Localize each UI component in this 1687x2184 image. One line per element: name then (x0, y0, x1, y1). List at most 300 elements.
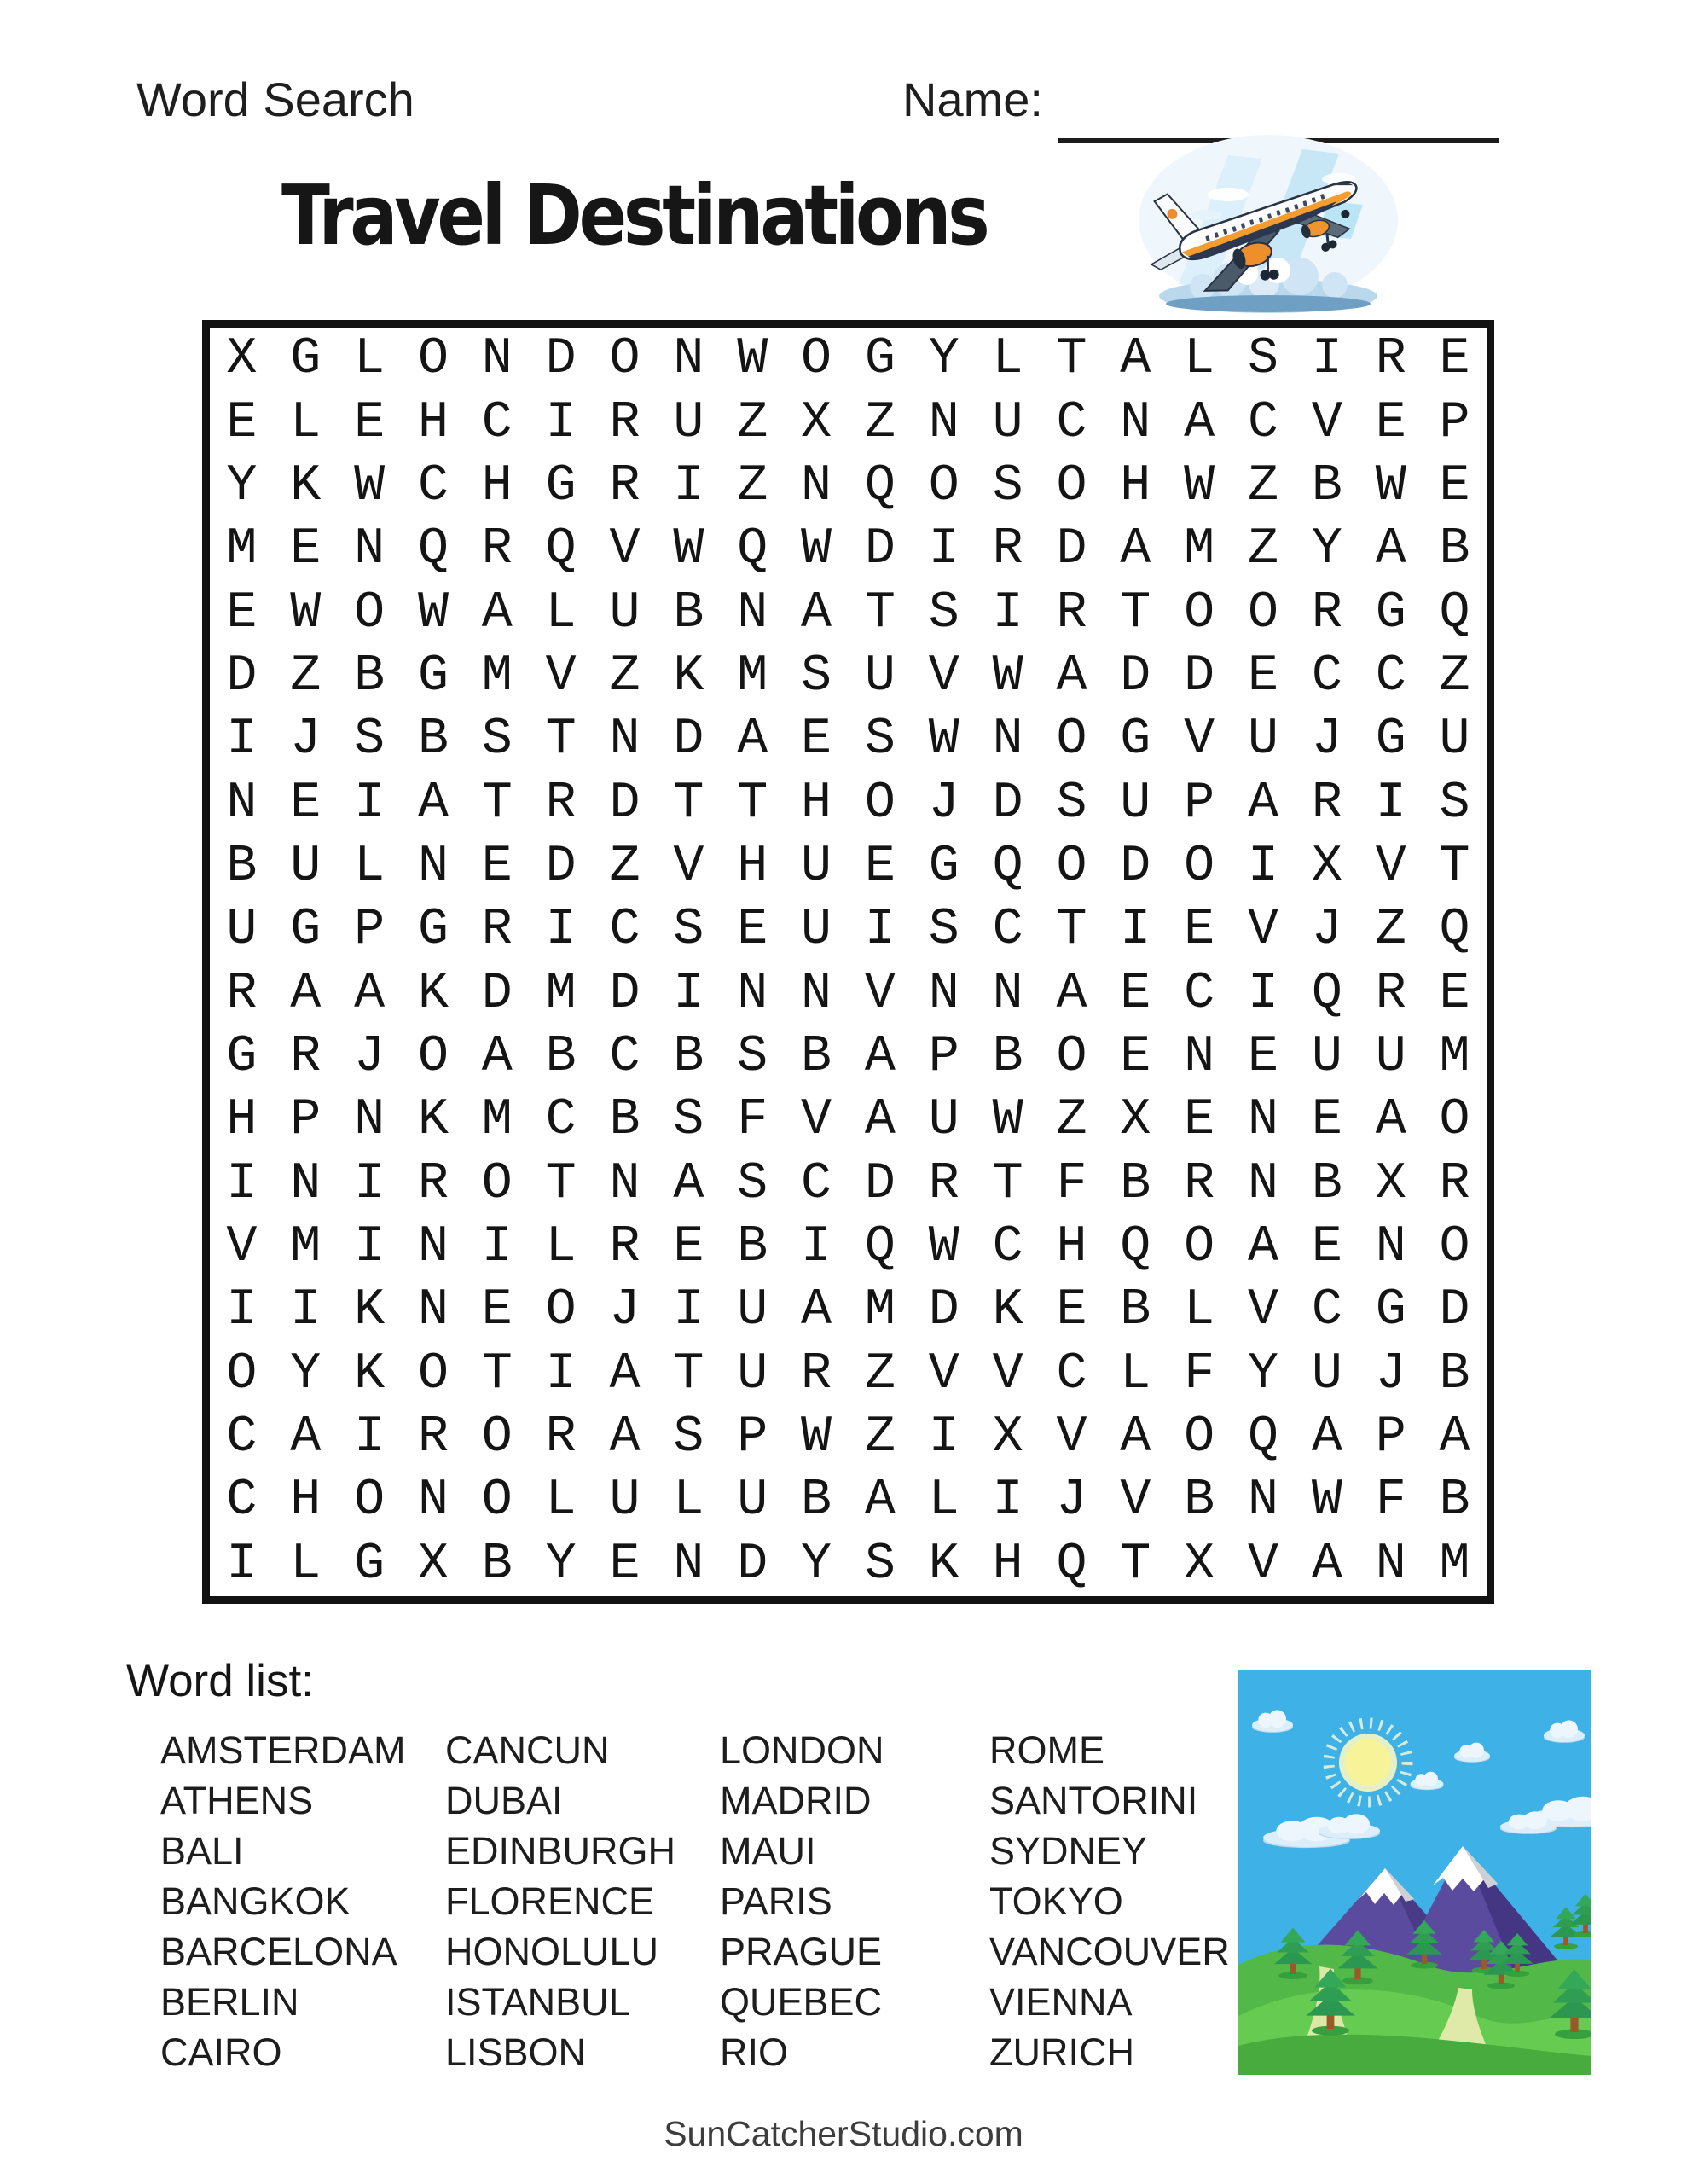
grid-cell: L (545, 1472, 577, 1531)
grid-cell: I (226, 1154, 258, 1213)
grid-cell: N (673, 330, 704, 389)
grid-cell: N (992, 964, 1023, 1023)
puzzle-grid (202, 320, 1494, 1604)
grid-cell: O (354, 584, 386, 642)
grid-cell: U (609, 1472, 641, 1531)
grid-cell: C (1056, 1345, 1087, 1403)
grid-cell: G (226, 1028, 258, 1087)
grid-cell: S (737, 1154, 768, 1213)
grid-cell: A (673, 1154, 704, 1213)
grid-cell: O (481, 1409, 513, 1467)
grid-cell: W (290, 584, 322, 642)
grid-cell: D (545, 330, 577, 389)
grid-cell: X (417, 1535, 449, 1594)
grid-cell: O (545, 1281, 577, 1340)
grid-cell: R (226, 964, 258, 1023)
grid-cell: S (1056, 774, 1087, 833)
grid-cell: Q (992, 837, 1023, 896)
grid-cell: E (290, 774, 322, 833)
grid-cell: N (928, 964, 959, 1023)
grid-cell: E (1311, 1218, 1342, 1277)
grid-cell: B (673, 584, 704, 642)
grid-cell: D (737, 1535, 768, 1594)
grid-cell: N (801, 456, 832, 515)
grid-cell: B (992, 1028, 1023, 1087)
grid-cell: G (545, 456, 577, 515)
grid-cell: N (1248, 1091, 1279, 1150)
grid-cell: L (545, 584, 577, 642)
grid-cell: U (992, 393, 1023, 452)
grid-cell: V (864, 964, 896, 1023)
grid-cell: Y (545, 1535, 577, 1594)
grid-cell: I (673, 1281, 704, 1340)
landscape-icon (1238, 1670, 1591, 2075)
grid-cell: A (737, 711, 768, 770)
grid-cell: S (481, 711, 513, 770)
grid-cell: A (1311, 1535, 1342, 1594)
grid-cell: I (481, 1218, 513, 1277)
grid-cell: W (417, 584, 449, 642)
word-list-item: ATHENS (160, 1779, 314, 1822)
grid-cell: L (545, 1218, 577, 1277)
grid-cell: V (1120, 1472, 1151, 1531)
grid-cell: P (737, 1409, 768, 1467)
grid-cell: G (928, 837, 959, 896)
word-list-item: LISBON (445, 2030, 587, 2074)
word-list-item: ROME (989, 1728, 1104, 1772)
grid-cell: D (1120, 837, 1151, 896)
grid-cell: V (1248, 1281, 1279, 1340)
grid-cell: U (737, 1281, 768, 1340)
grid-cell: R (609, 393, 641, 452)
grid-cell: I (673, 964, 704, 1023)
grid-cell: D (673, 711, 704, 770)
grid-cell: I (545, 1345, 577, 1403)
grid-cell: C (801, 1154, 832, 1213)
grid-cell: E (1184, 1091, 1215, 1150)
word-list-item: CAIRO (160, 2030, 282, 2074)
word-list-item: SANTORINI (989, 1779, 1198, 1822)
grid-cell: G (1375, 711, 1406, 770)
grid-cell: C (545, 1091, 577, 1150)
grid-cell: W (737, 330, 768, 389)
grid-cell: N (737, 964, 768, 1023)
grid-cell: A (801, 584, 832, 642)
grid-cell: J (1056, 1472, 1087, 1531)
grid-cell: N (1375, 1535, 1406, 1594)
grid-cell: E (1439, 456, 1470, 515)
grid-cell: B (801, 1028, 832, 1087)
grid-cell: I (673, 456, 704, 515)
grid-cell: S (864, 1535, 896, 1594)
grid-cell: E (737, 901, 768, 960)
grid-cell: R (1375, 330, 1406, 389)
grid-cell: N (417, 1281, 449, 1340)
grid-cell: Q (417, 520, 449, 579)
grid-cell: Y (1311, 520, 1342, 579)
grid-cell: B (1120, 1154, 1151, 1213)
grid-cell: V (226, 1218, 258, 1277)
grid-cell: I (290, 1281, 322, 1340)
grid-cell: B (481, 1535, 513, 1594)
grid-cell: X (1375, 1154, 1406, 1213)
word-list-item: VANCOUVER (989, 1930, 1230, 1973)
grid-cell: M (1184, 520, 1215, 579)
grid-cell: R (1311, 774, 1342, 833)
grid-cell: M (1439, 1028, 1470, 1087)
grid-cell: C (1184, 964, 1215, 1023)
grid-cell: E (481, 1281, 513, 1340)
word-list-item: CANCUN (445, 1728, 610, 1772)
word-list-item: BERLIN (160, 1980, 299, 2024)
grid-cell: M (1439, 1535, 1470, 1594)
grid-cell: G (290, 330, 322, 389)
grid-cell: H (1120, 456, 1151, 515)
grid-cell: K (417, 1091, 449, 1150)
grid-cell: N (481, 330, 513, 389)
grid-cell: M (226, 520, 258, 579)
grid-cell: L (673, 1472, 704, 1531)
grid-cell: T (737, 774, 768, 833)
grid-cell: N (1375, 1218, 1406, 1277)
grid-cell: I (992, 1472, 1023, 1531)
grid-cell: G (864, 330, 896, 389)
grid-cell: E (1439, 330, 1470, 389)
grid-cell: N (1248, 1472, 1279, 1531)
grid-cell: Z (864, 393, 896, 452)
grid-cell: A (1120, 330, 1151, 389)
grid-cell: O (1184, 1409, 1215, 1467)
grid-cell: E (801, 711, 832, 770)
grid-cell: Q (864, 456, 896, 515)
grid-cell: H (290, 1472, 322, 1531)
grid-cell: A (864, 1091, 896, 1150)
word-list-item: TOKYO (989, 1879, 1123, 1923)
grid-cell: T (545, 711, 577, 770)
grid-cell: T (481, 1345, 513, 1403)
grid-cell: E (1184, 901, 1215, 960)
word-list-item: ISTANBUL (445, 1980, 630, 2024)
grid-cell: B (1311, 456, 1342, 515)
grid-cell: K (354, 1345, 386, 1403)
grid-cell: C (1056, 393, 1087, 452)
grid-cell: V (673, 837, 704, 896)
grid-cell: O (928, 456, 959, 515)
grid-cell: Z (737, 393, 768, 452)
grid-cell: V (1248, 1535, 1279, 1594)
grid-cell: W (801, 1409, 832, 1467)
grid-cell: N (1248, 1154, 1279, 1213)
grid-cell: M (545, 964, 577, 1023)
word-list-item: PARIS (720, 1879, 832, 1923)
grid-cell: D (1184, 647, 1215, 706)
grid-cell: O (1439, 1091, 1470, 1150)
grid-cell: U (737, 1472, 768, 1531)
grid-cell: V (1311, 393, 1342, 452)
grid-cell: S (737, 1028, 768, 1087)
grid-cell: M (481, 647, 513, 706)
grid-cell: Q (1439, 901, 1470, 960)
grid-cell: V (1248, 901, 1279, 960)
grid-cell: A (354, 964, 386, 1023)
grid-cell: C (226, 1409, 258, 1467)
grid-cell: R (992, 520, 1023, 579)
grid-cell: V (928, 1345, 959, 1403)
grid-cell: A (481, 1028, 513, 1087)
grid-cell: S (673, 1409, 704, 1467)
grid-cell: E (226, 584, 258, 642)
word-list-item: MAUI (720, 1829, 816, 1873)
grid-cell: Y (226, 456, 258, 515)
grid-cell: O (354, 1472, 386, 1531)
grid-cell: A (1120, 1409, 1151, 1467)
grid-cell: U (673, 393, 704, 452)
grid-cell: S (1248, 330, 1279, 389)
word-list-columns (160, 1725, 1274, 2077)
grid-cell: R (609, 456, 641, 515)
grid-cell: C (992, 901, 1023, 960)
grid-cell: Q (1248, 1409, 1279, 1467)
grid-cell: R (481, 901, 513, 960)
grid-cell: H (1056, 1218, 1087, 1277)
grid-cell: B (417, 711, 449, 770)
grid-cell: Z (1439, 647, 1470, 706)
grid-cell: U (226, 901, 258, 960)
grid-cell: I (226, 711, 258, 770)
word-list-item: BALI (160, 1829, 244, 1873)
grid-cell: U (1311, 1345, 1342, 1403)
grid-cell: U (1375, 1028, 1406, 1087)
grid-cell: N (417, 837, 449, 896)
grid-cell: Z (1375, 901, 1406, 960)
grid-cell: K (992, 1281, 1023, 1340)
grid-cell: J (928, 774, 959, 833)
grid-cell: R (1375, 964, 1406, 1023)
grid-cell: T (1120, 1535, 1151, 1594)
grid-cell: O (1248, 584, 1279, 642)
grid-cell: G (417, 647, 449, 706)
grid-cell: S (673, 901, 704, 960)
grid-cell: E (226, 393, 258, 452)
grid-cell: X (1311, 837, 1342, 896)
grid-cell: B (1120, 1281, 1151, 1340)
grid-cell: L (1184, 330, 1215, 389)
grid-cell: O (417, 1345, 449, 1403)
grid-cell: R (290, 1028, 322, 1087)
word-list-item: LONDON (720, 1728, 884, 1772)
grid-cell: Q (1439, 584, 1470, 642)
grid-cell: O (1439, 1218, 1470, 1277)
grid-cell: K (290, 456, 322, 515)
grid-cell: N (354, 520, 386, 579)
word-list-item: ZURICH (989, 2030, 1134, 2074)
grid-cell: D (609, 964, 641, 1023)
grid-cell: F (737, 1091, 768, 1150)
grid-cell: R (801, 1345, 832, 1403)
word-list-item: DUBAI (445, 1779, 563, 1822)
grid-cell: L (1120, 1345, 1151, 1403)
word-list-item: VIENNA (989, 1980, 1133, 2024)
grid-cell: V (801, 1091, 832, 1150)
grid-cell: E (1120, 1028, 1151, 1087)
grid-cell: O (481, 1154, 513, 1213)
grid-cell: R (609, 1218, 641, 1277)
grid-cell: P (1184, 774, 1215, 833)
grid-cell: R (1184, 1154, 1215, 1213)
grid-cell: C (226, 1472, 258, 1531)
grid-cell: U (1248, 711, 1279, 770)
grid-cell: S (928, 584, 959, 642)
grid-cell: P (1439, 393, 1470, 452)
grid-cell: Q (545, 520, 577, 579)
word-list-column (160, 1725, 445, 2077)
grid-cell: I (801, 1218, 832, 1277)
grid-cell: A (1120, 520, 1151, 579)
grid-cell: H (417, 393, 449, 452)
grid-cell: I (992, 584, 1023, 642)
grid-cell: M (481, 1091, 513, 1150)
grid-cell: T (673, 1345, 704, 1403)
word-list-item: RIO (720, 2030, 789, 2074)
grid-cell: S (801, 647, 832, 706)
grid-cell: E (290, 520, 322, 579)
grid-cell: C (609, 901, 641, 960)
grid-cell: C (1311, 647, 1342, 706)
grid-cell: A (1056, 647, 1087, 706)
grid-cell: W (801, 520, 832, 579)
grid-cell: N (801, 964, 832, 1023)
grid-cell: E (1311, 1091, 1342, 1150)
grid-cell: I (1120, 901, 1151, 960)
grid-cell: E (1439, 964, 1470, 1023)
grid-cell: K (417, 964, 449, 1023)
name-label: Name: (902, 73, 1043, 126)
grid-cell: O (417, 1028, 449, 1087)
grid-cell: B (1439, 1345, 1470, 1403)
grid-cell: O (1184, 837, 1215, 896)
grid-cell: J (1311, 711, 1342, 770)
grid-cell: N (417, 1218, 449, 1277)
grid-cell: E (609, 1535, 641, 1594)
word-list-column (720, 1725, 989, 2077)
grid-cell: I (1248, 964, 1279, 1023)
grid-cell: F (1375, 1472, 1406, 1531)
grid-cell: B (1439, 1472, 1470, 1531)
grid-cell: W (928, 711, 959, 770)
grid-cell: P (290, 1091, 322, 1150)
grid-cell: O (1056, 456, 1087, 515)
airplane-icon (1128, 119, 1409, 316)
grid-cell: L (290, 1535, 322, 1594)
grid-cell: A (864, 1472, 896, 1531)
grid-cell: A (1311, 1409, 1342, 1467)
grid-cell: I (928, 1409, 959, 1467)
word-list-item: EDINBURGH (445, 1829, 676, 1873)
grid-cell: D (609, 774, 641, 833)
word-list-item: SYDNEY (989, 1829, 1148, 1873)
grid-cell: S (928, 901, 959, 960)
grid-cell: R (545, 774, 577, 833)
grid-cell: T (673, 774, 704, 833)
page-title: Word Search (136, 73, 415, 126)
grid-cell: A (1056, 964, 1087, 1023)
grid-cell: B (609, 1091, 641, 1150)
grid-cell: E (673, 1218, 704, 1277)
grid-cell: Z (864, 1409, 896, 1467)
grid-cell: Z (1248, 520, 1279, 579)
grid-cell: U (290, 837, 322, 896)
grid-cell: I (1248, 837, 1279, 896)
grid-cell: R (417, 1409, 449, 1467)
grid-cell: O (1056, 1028, 1087, 1087)
grid-cell: E (1056, 1281, 1087, 1340)
grid-cell: K (673, 647, 704, 706)
grid-cell: G (1120, 711, 1151, 770)
grid-cell: V (1375, 837, 1406, 896)
word-list-item: MADRID (720, 1779, 872, 1822)
grid-cell: V (545, 647, 577, 706)
grid-cell: A (864, 1028, 896, 1087)
grid-cell: H (226, 1091, 258, 1150)
grid-cell: S (992, 456, 1023, 515)
grid-cell: T (1056, 901, 1087, 960)
grid-cell: I (354, 1154, 386, 1213)
grid-cell: Z (864, 1345, 896, 1403)
grid-cell: M (737, 647, 768, 706)
grid-cell: X (1120, 1091, 1151, 1150)
grid-cell: O (1184, 584, 1215, 642)
grid-cell: X (801, 393, 832, 452)
grid-cell: W (1311, 1472, 1342, 1531)
grid-cell: Z (609, 647, 641, 706)
word-list-item: BARCELONA (160, 1930, 397, 1973)
grid-cell: L (354, 330, 386, 389)
grid-cell: D (864, 520, 896, 579)
grid-cell: L (992, 330, 1023, 389)
grid-cell: O (864, 774, 896, 833)
grid-cell: A (1439, 1409, 1470, 1467)
grid-cell: L (928, 1472, 959, 1531)
grid-cell: O (609, 330, 641, 389)
grid-cell: S (864, 711, 896, 770)
grid-cell: D (1439, 1281, 1470, 1340)
grid-cell: V (609, 520, 641, 579)
grid-cell: W (673, 520, 704, 579)
grid-cell: I (545, 393, 577, 452)
grid-cell: O (1056, 711, 1087, 770)
grid-cell: S (1439, 774, 1470, 833)
grid-cell: L (290, 393, 322, 452)
grid-cell: U (801, 837, 832, 896)
grid-cell: O (1056, 837, 1087, 896)
grid-cell: O (801, 330, 832, 389)
grid-cell: K (928, 1535, 959, 1594)
grid-cell: Z (290, 647, 322, 706)
grid-cell: N (1184, 1028, 1215, 1087)
word-list-label: Word list: (126, 1656, 314, 1706)
grid-cell: U (928, 1091, 959, 1150)
word-list-column (445, 1725, 720, 2077)
grid-cell: A (1248, 774, 1279, 833)
grid-cell: U (1439, 711, 1470, 770)
grid-cell: N (609, 1154, 641, 1213)
grid-cell: E (1248, 647, 1279, 706)
grid-cell: L (1184, 1281, 1215, 1340)
grid-cell: J (354, 1028, 386, 1087)
grid-cell: M (864, 1281, 896, 1340)
grid-cell: A (801, 1281, 832, 1340)
grid-cell: I (354, 1409, 386, 1467)
